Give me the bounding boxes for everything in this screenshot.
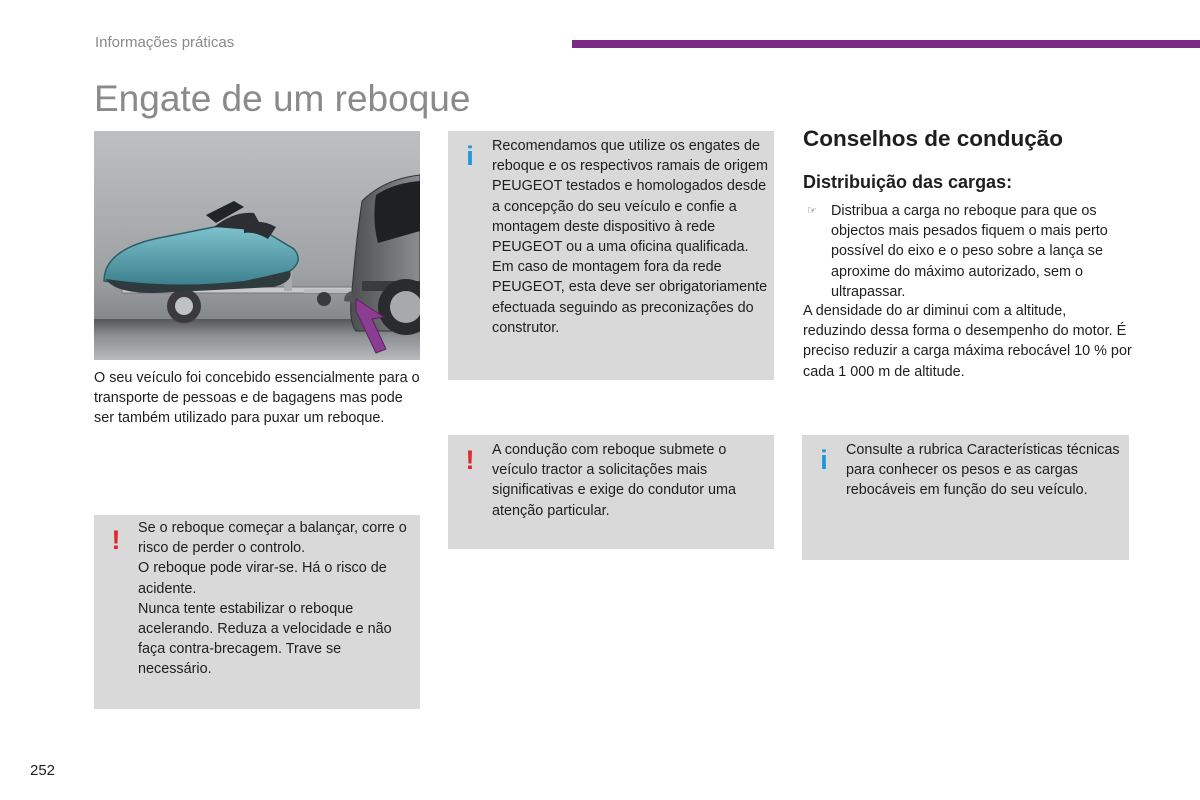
bullet-text: Distribua a carga no reboque para que os objectos mais pesados fiquem o mais perto possível do eixo e o peso sobre a lança se aproxime do máximo autorizado, sem o ultrapassar. [831, 203, 1108, 300]
warning-text-stress [492, 440, 768, 521]
altitude-paragraph: A densidade do ar diminui com a altitude, reduzindo dessa forma o desempenho do motor. É preciso reduzir a carga máxima rebocável 10 % por cada 1 000 m de altitude. [803, 303, 1132, 380]
paragraph-line: A condução com reboque submete o veículo tractor a solicitações mais significativas e exige do condutor uma atenção particular. [492, 442, 736, 519]
header-section-title: Informações práticas [95, 34, 235, 51]
warning-exclamation-icon: ! [465, 445, 475, 475]
paragraph-line: Consulte a rubrica Características técnicas para conhecer os pesos e as cargas rebocáveis em função do seu veículo. [846, 442, 1120, 499]
load-distribution-bullet [803, 201, 1133, 302]
info-box-recommend [448, 131, 774, 380]
info-text-specs [846, 440, 1122, 501]
warning-box-swaying [94, 515, 420, 709]
warning-box-stress [448, 435, 774, 549]
paragraph-line: Em caso de montagem fora da rede PEUGEOT, esta deve ser obrigatoriamente efectuada seguindo as preconizações do construtor. [492, 259, 768, 336]
warning-exclamation-icon: ! [111, 525, 121, 555]
sub-heading: Distribuição das cargas: [803, 172, 1013, 192]
info-text-recommend [492, 136, 768, 338]
info-icon: i [466, 141, 474, 171]
paragraph-line: Se o reboque começar a balançar, corre o risco de perder o controlo. [138, 520, 407, 557]
paragraph-line: O reboque pode virar-se. Há o risco de acidente. [138, 560, 387, 597]
warning-text-swaying [138, 518, 408, 680]
header-accent-bar [572, 40, 1200, 48]
paragraph-line: Recomendamos que utilize os engates de reboque e os respectivos ramais de origem PEUGEOT testados e homologados desde a concepção do seu veículo e confie a montagem deste dispositivo à rede PEUGEOT ou a uma oficina qualificada. [492, 138, 768, 256]
section-heading: Conselhos de condução [803, 126, 1064, 151]
pointing-hand-icon: ☞ [807, 205, 817, 217]
page-title: Engate de um reboque [94, 78, 471, 119]
page-number: 252 [30, 762, 56, 779]
info-icon: i [820, 445, 828, 475]
intro-paragraph: O seu veículo foi concebido essencialmente para o transporte de pessoas e de bagagens mas pode ser também utilizado para puxar um reboque. [94, 370, 420, 427]
car-towing-jetski-trailer-illustration [94, 131, 420, 360]
paragraph-line: Nunca tente estabilizar o reboque acelerando. Reduza a velocidade e não faça contra-brecagem. Trave se necessário. [138, 600, 392, 678]
towing-illustration [94, 131, 420, 360]
info-box-specs [802, 435, 1129, 560]
